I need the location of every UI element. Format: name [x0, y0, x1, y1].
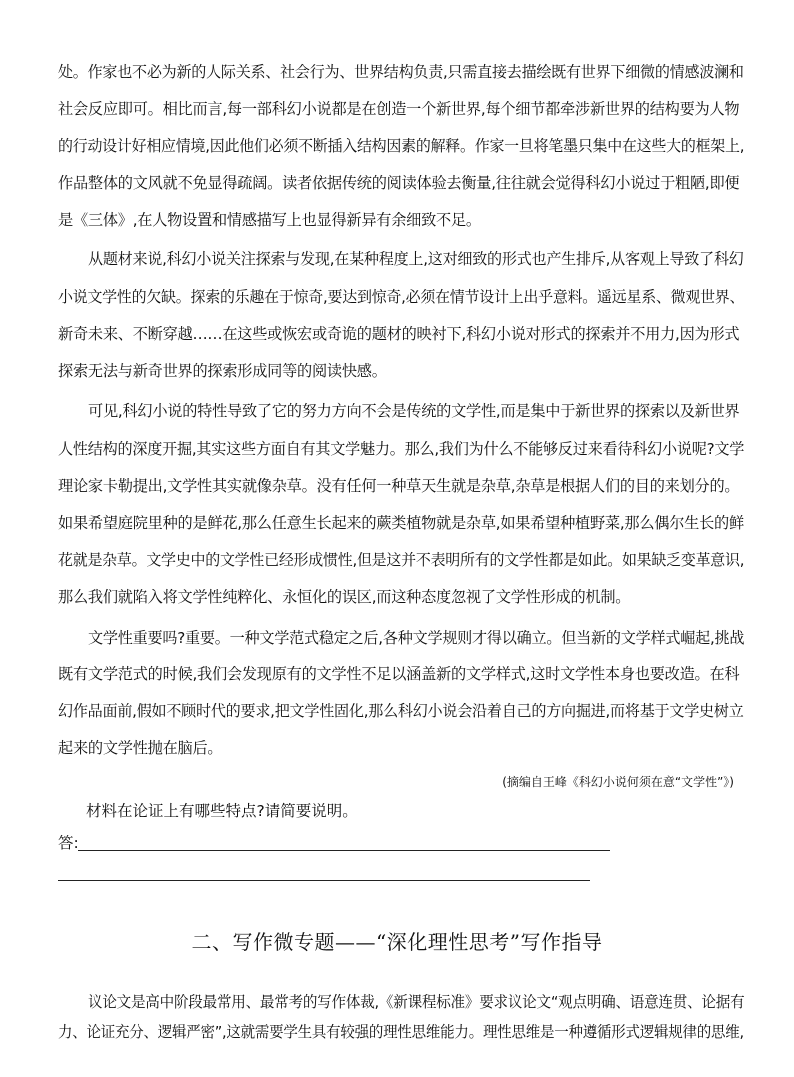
paragraph-3-line-5: 花就是杂草。文学史中的文学性已经形成惯性,但是这并不表明所有的文学性都是如此。如果缺乏变革意识, — [58, 551, 745, 569]
paragraph-4-line-3: 幻作品面前,假如不顾时代的要求,把文学性固化,那么科幻小说会沿着自己的方向掘进,而将基于文学史树立 — [58, 702, 744, 720]
paragraph-3-line-2: 人性结构的深度开掘,其实这些方面自有其文学魅力。那么,我们为什么不能够反过来看待科幻小说呢?文学 — [58, 440, 745, 458]
answer-label: 答: — [58, 834, 79, 852]
paragraph-3-line-6: 那么我们就陷入将文学性纯粹化、永恒化的误区,而这种态度忽视了文学性形成的机制。 — [58, 588, 631, 606]
paragraph-3-line-4: 如果希望庭院里种的是鲜花,那么任意生长起来的蕨类植物就是杂草,如果希望种植野菜,那么偶尔生长的鲜 — [58, 514, 744, 532]
paragraph-1-line-3: 的行动设计好相应情境,因此他们必须不断插入结构因素的解释。作家一旦将笔墨只集中在这些大的框架上, — [58, 137, 745, 155]
answer-blank-line-1[interactable] — [78, 850, 610, 851]
paragraph-2-line-2: 小说文学性的欠缺。探索的乐趣在于惊奇,要达到惊奇,必须在情节设计上出乎意料。遥远星系、微观世界、 — [58, 288, 745, 306]
source-attribution: (摘编自王峰《科幻小说何须在意“文学性”》) — [502, 775, 734, 789]
section-title: 二、写作微专题——“深化理性思考”写作指导 — [191, 930, 603, 954]
paragraph-2-line-1: 从题材来说,科幻小说关注探索与发现,在某种程度上,这对细致的形式也产生排斥,从客观上导致了科幻 — [88, 250, 744, 268]
paragraph-1-line-2: 社会反应即可。相比而言,每一部科幻小说都是在创造一个新世界,每个细节都牵涉新世界的结构要为人物 — [58, 100, 740, 118]
paragraph-4-line-1: 文学性重要吗?重要。一种文学范式稳定之后,各种文学规则才得以确立。但当新的文学样式崛起,挑战 — [88, 629, 745, 647]
question-prompt: 材料在论证上有哪些特点?请简要说明。 — [86, 802, 358, 820]
paragraph-2-line-3: 新奇未来、不断穿越……在这些或恢宏或奇诡的题材的映衬下,科幻小说对形式的探索并不用力,因为形式 — [58, 325, 740, 343]
paragraph-3-line-3: 理论家卡勒提出,文学性其实就像杂草。没有任何一种草天生就是杂草,杂草是根据人们的目的来划分的。 — [58, 477, 740, 495]
paragraph-2-line-4: 探索无法与新奇世界的探索形成同等的阅读快感。 — [58, 362, 387, 380]
paragraph-1-line-5: 是《三体》,在人物设置和情感描写上也显得新异有余细致不足。 — [58, 211, 481, 229]
paragraph-4-line-4: 起来的文学性抛在脑后。 — [58, 739, 223, 757]
paragraph-4-line-2: 既有文学范式的时候,我们会发现原有的文学性不足以涵盖新的文学样式,这时文学性本身也要改造。在科 — [58, 665, 740, 683]
intro-line-2: 力、论证充分、逻辑严密”,这就需要学生具有较强的理性思维能力。理性思维是一种遵循形式逻辑规律的思维, — [58, 1023, 744, 1041]
paragraph-1-line-4: 作品整体的文风就不免显得疏阔。读者依据传统的阅读体验去衡量,往往就会觉得科幻小说过于粗陋,即便 — [58, 174, 740, 192]
intro-line-1: 议论文是高中阶段最常用、最常考的写作体裁,《新课程标准》要求议论文“观点明确、语意连贯、论据有 — [88, 993, 745, 1011]
answer-blank-line-2[interactable] — [58, 880, 590, 881]
paragraph-1-line-1: 处。作家也不必为新的人际关系、社会行为、世界结构负责,只需直接去描绘既有世界下细微的情感波澜和 — [58, 63, 744, 81]
paragraph-3-line-1: 可见,科幻小说的特性导致了它的努力方向不会是传统的文学性,而是集中于新世界的探索以及新世界 — [88, 402, 740, 420]
